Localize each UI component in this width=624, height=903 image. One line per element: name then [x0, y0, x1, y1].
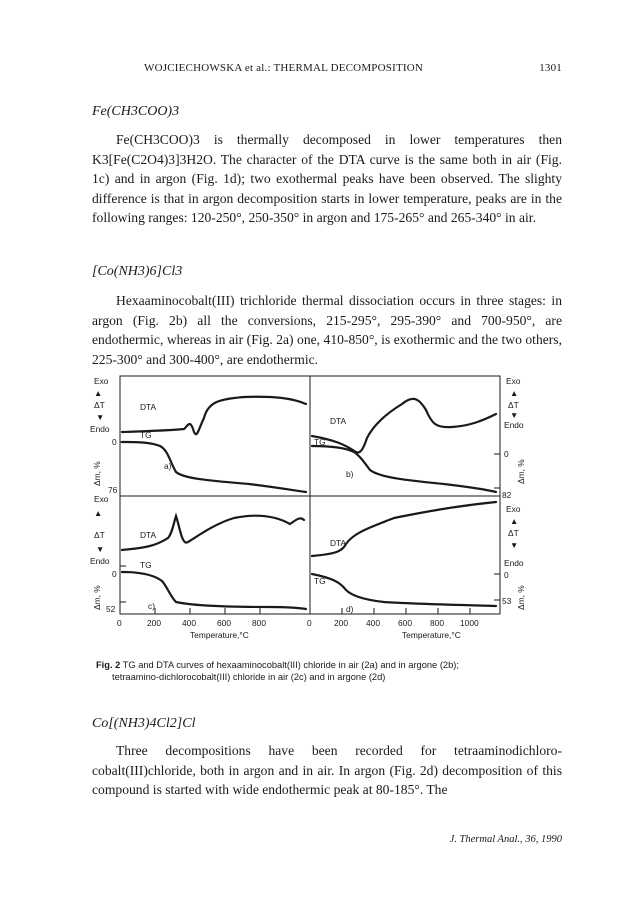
x-tick-right-600: 600 — [398, 618, 412, 628]
label-endo-right: Endo — [504, 420, 524, 430]
x-tick-left-0: 0 — [117, 618, 122, 628]
x-tick-right-800: 800 — [430, 618, 444, 628]
label-exo-top-right: Exo — [506, 376, 521, 386]
paragraph-fe-acetate — [92, 130, 562, 228]
arrow-up-left: ▲ — [94, 388, 103, 398]
arrow-up-right-2: ▲ — [510, 516, 519, 526]
figure-tg-dta — [84, 366, 540, 656]
page-number: 1301 — [539, 62, 562, 74]
label-panel-c: c) — [148, 601, 155, 611]
label-tg-a: TG — [140, 430, 152, 440]
label-53: 53 — [502, 596, 512, 606]
x-tick-right-400: 400 — [366, 618, 380, 628]
journal-footer: J. Thermal Anal., 36, 1990 — [449, 834, 562, 845]
x-tick-left-400: 400 — [182, 618, 196, 628]
label-52: 52 — [106, 604, 116, 614]
label-dm-left-bottom: Δm, % — [92, 585, 102, 610]
section-heading-hexaaminocobalt: [Co(NH3)6]Cl3 — [92, 264, 183, 279]
label-82: 82 — [502, 490, 512, 500]
arrow-down-left: ▼ — [96, 412, 105, 422]
label-exo-top-left: Exo — [94, 376, 109, 386]
x-axis-title-right: Temperature,°C — [402, 630, 461, 640]
label-panel-b: b) — [346, 469, 354, 479]
section-heading-fe-acetate: Fe(CH3COO)3 — [92, 104, 180, 119]
arrow-down-left-2: ▼ — [96, 544, 105, 554]
label-delta-t-right-2: ΔT — [508, 528, 519, 538]
label-delta-t-right: ΔT — [508, 400, 519, 410]
label-exo-mid-left: Exo — [94, 494, 109, 504]
label-tg-d: TG — [314, 576, 326, 586]
arrow-down-right-2: ▼ — [510, 540, 519, 550]
x-axis-title-left: Temperature,°C — [190, 630, 249, 640]
arrow-up-left-2: ▲ — [94, 508, 103, 518]
caption-line-1: TG and DTA curves of hexaaminocobalt(III) chloride in air (2a) and in argone (2b); — [122, 660, 459, 670]
label-panel-d: d) — [346, 604, 354, 614]
label-dm-right-top: Δm, % — [516, 459, 526, 484]
tg-dta-plot — [84, 366, 540, 656]
x-tick-left-200: 200 — [147, 618, 161, 628]
paragraph-tetraamino — [92, 741, 562, 800]
label-delta-t-left-2: ΔT — [94, 530, 105, 540]
frame-right — [310, 376, 500, 614]
running-title: WOJCIECHOWSKA et al.: THERMAL DECOMPOSITION — [144, 62, 424, 74]
paragraph-text: Fe(CH3COO)3 is thermally decomposed in lower temperatures then K3[Fe(C2O4)3]3H2O. The character of the DTA curve is the same both in air (Fig. 1c) and in argon (Fig. 1d); two exothermal peaks have been observed. The slighty difference is that in argon decomposition starts in lower temperature, peaks are in the following ranges: 120-250°, 250-350° in argon and 175-265° and 265-340° in air. — [92, 132, 562, 225]
label-dta-a: DTA — [140, 402, 157, 412]
label-zero-right-bottom: 0 — [504, 570, 509, 580]
arrow-down-right: ▼ — [510, 410, 519, 420]
running-header — [92, 62, 562, 80]
figure-caption — [96, 659, 536, 683]
x-tick-left-600: 600 — [217, 618, 231, 628]
arrow-up-right: ▲ — [510, 388, 519, 398]
caption-line-2: tetraamino-dichlorocobalt(III) chloride in air (2c) and in argone (2d) — [112, 672, 386, 682]
paragraph-hexaaminocobalt — [92, 291, 562, 369]
label-dta-c: DTA — [140, 530, 157, 540]
x-tick-right-200: 200 — [334, 618, 348, 628]
label-dta-d: DTA — [330, 538, 347, 548]
curve-tg-a — [122, 442, 306, 492]
label-zero-left-bottom: 0 — [112, 569, 117, 579]
label-tg-c: TG — [140, 560, 152, 570]
label-endo-right-2: Endo — [504, 558, 524, 568]
x-tick-right-1000: 1000 — [460, 618, 479, 628]
curve-tg-b — [312, 446, 496, 492]
label-endo-left-2: Endo — [90, 556, 110, 566]
x-tick-left-800: 800 — [252, 618, 266, 628]
label-zero-left-top: 0 — [112, 437, 117, 447]
label-dta-b: DTA — [330, 416, 347, 426]
caption-label: Fig. 2 — [96, 660, 121, 670]
label-dm-left-top: Δm, % — [92, 461, 102, 486]
label-tg-b: TG — [314, 437, 326, 447]
label-exo-mid-right: Exo — [506, 504, 521, 514]
label-dm-right-bottom: Δm, % — [516, 585, 526, 610]
label-delta-t-left: ΔT — [94, 400, 105, 410]
label-endo-left: Endo — [90, 424, 110, 434]
label-zero-right-top: 0 — [504, 449, 509, 459]
label-panel-a: a) — [164, 461, 172, 471]
section-heading-tetraamino: Co[(NH3)4Cl2]Cl — [92, 716, 196, 731]
label-76: 76 — [108, 485, 118, 495]
paragraph-text: Hexaaminocobalt(III) trichloride thermal dissociation occurs in three stages: in argon (Fig. 2b) all the conversions, 215-295°, 295-390° and 700-950°, are endothermic, whereas in air (Fig. 2a) one, 410-850°, is exothermic and the two others, 225-300° and 300-400°, are endothermic. — [92, 293, 562, 367]
paragraph-text: Three decompositions have been recorded for tetraaminodichloro-cobalt(III)chloride, both in argon and in air. In argon (Fig. 2d) decomposition of this compound is started with wide endothermic peak at 80-185°. The — [92, 743, 562, 797]
x-tick-right-0: 0 — [307, 618, 312, 628]
curve-tg-d — [312, 574, 496, 606]
